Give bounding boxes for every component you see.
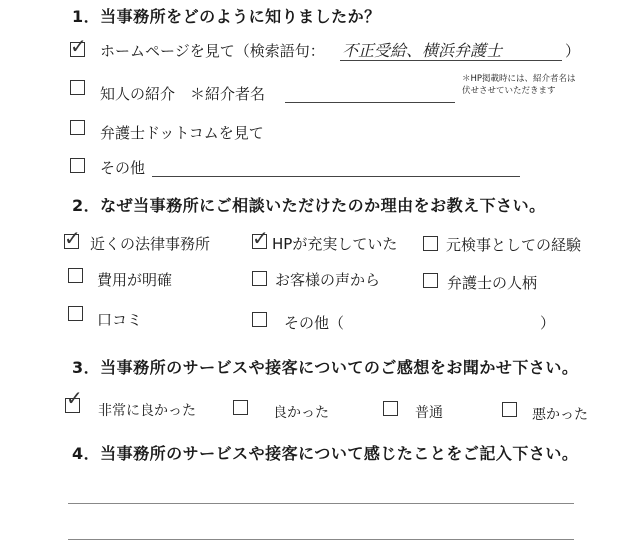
option-q1-other-label: その他 — [100, 159, 146, 177]
checkbox-average[interactable] — [383, 401, 398, 416]
check-mark: ✓ — [64, 226, 81, 250]
search-terms-handwritten[interactable]: 不正受給、横浜弁護士 — [342, 41, 503, 60]
option-average-label: 普通 — [415, 405, 443, 421]
option-homepage-label: ホームページを見て（検索語句： — [100, 42, 325, 60]
option-referral-label: 知人の紹介 ＊紹介者名 — [100, 85, 266, 103]
check-mark: ✓ — [70, 34, 87, 58]
option-clear-fees-label: 費用が明確 — [97, 271, 173, 289]
checkbox-clear-fees[interactable] — [68, 268, 83, 283]
checkbox-very-good[interactable] — [65, 398, 80, 413]
option-bengoshi-dotcom-label: 弁護士ドットコムを見て — [100, 124, 264, 142]
question-1-title: 1．当事務所をどのように知りましたか？ — [72, 7, 381, 26]
option-customer-reviews-label: お客様の声から — [275, 271, 381, 289]
question-3-title: 3．当事務所のサービスや接客についてのご感想をお聞かせ下さい。 — [72, 358, 579, 377]
option-nearby-office-label: 近くの法律事務所 — [90, 235, 211, 253]
comment-line-1[interactable] — [68, 503, 574, 504]
check-mark: ✓ — [252, 226, 269, 250]
q2-other-close-paren: ） — [540, 314, 556, 332]
checkbox-referral[interactable] — [70, 80, 85, 95]
question-2-title: 2．なぜ当事務所にご相談いただけたのか理由をお教え下さい。 — [72, 196, 546, 215]
option-hp-content-label: HPが充実していた — [272, 235, 398, 253]
referrer-name-field[interactable] — [285, 102, 455, 103]
checkbox-q1-other[interactable] — [70, 158, 85, 173]
checkbox-word-of-mouth[interactable] — [68, 306, 83, 321]
option-good-label: 良かった — [273, 405, 329, 421]
referrer-note-line-2: 伏せさせていただきます — [462, 86, 556, 96]
option-lawyer-personality-label: 弁護士の人柄 — [447, 274, 538, 292]
option-q2-other-label: その他（ — [284, 314, 345, 332]
checkbox-lawyer-personality[interactable] — [423, 273, 438, 288]
q1-other-field[interactable] — [152, 176, 520, 177]
checkbox-ex-prosecutor[interactable] — [423, 236, 438, 251]
checkbox-bad[interactable] — [502, 402, 517, 417]
check-mark: ✓ — [66, 386, 83, 410]
question-4-title: 4．当事務所のサービスや接客について感じたことをご記入下さい。 — [72, 444, 579, 463]
checkbox-nearby-office[interactable] — [64, 234, 79, 249]
option-bad-label: 悪かった — [532, 407, 588, 423]
option-very-good-label: 非常に良かった — [98, 403, 196, 419]
checkbox-q2-other[interactable] — [252, 312, 267, 327]
referrer-note-line-1: ＊HP掲載時には、紹介者名は — [462, 74, 576, 84]
checkbox-bengoshi-dotcom[interactable] — [70, 120, 85, 135]
checkbox-homepage[interactable] — [70, 42, 85, 57]
option-word-of-mouth-label: 口コミ — [97, 311, 143, 329]
comment-line-2[interactable] — [68, 539, 574, 540]
search-terms-close-paren: ） — [565, 42, 581, 60]
option-ex-prosecutor-label: 元検事としての経験 — [446, 236, 582, 254]
checkbox-hp-content[interactable] — [252, 234, 267, 249]
checkbox-customer-reviews[interactable] — [252, 271, 267, 286]
checkbox-good[interactable] — [233, 400, 248, 415]
